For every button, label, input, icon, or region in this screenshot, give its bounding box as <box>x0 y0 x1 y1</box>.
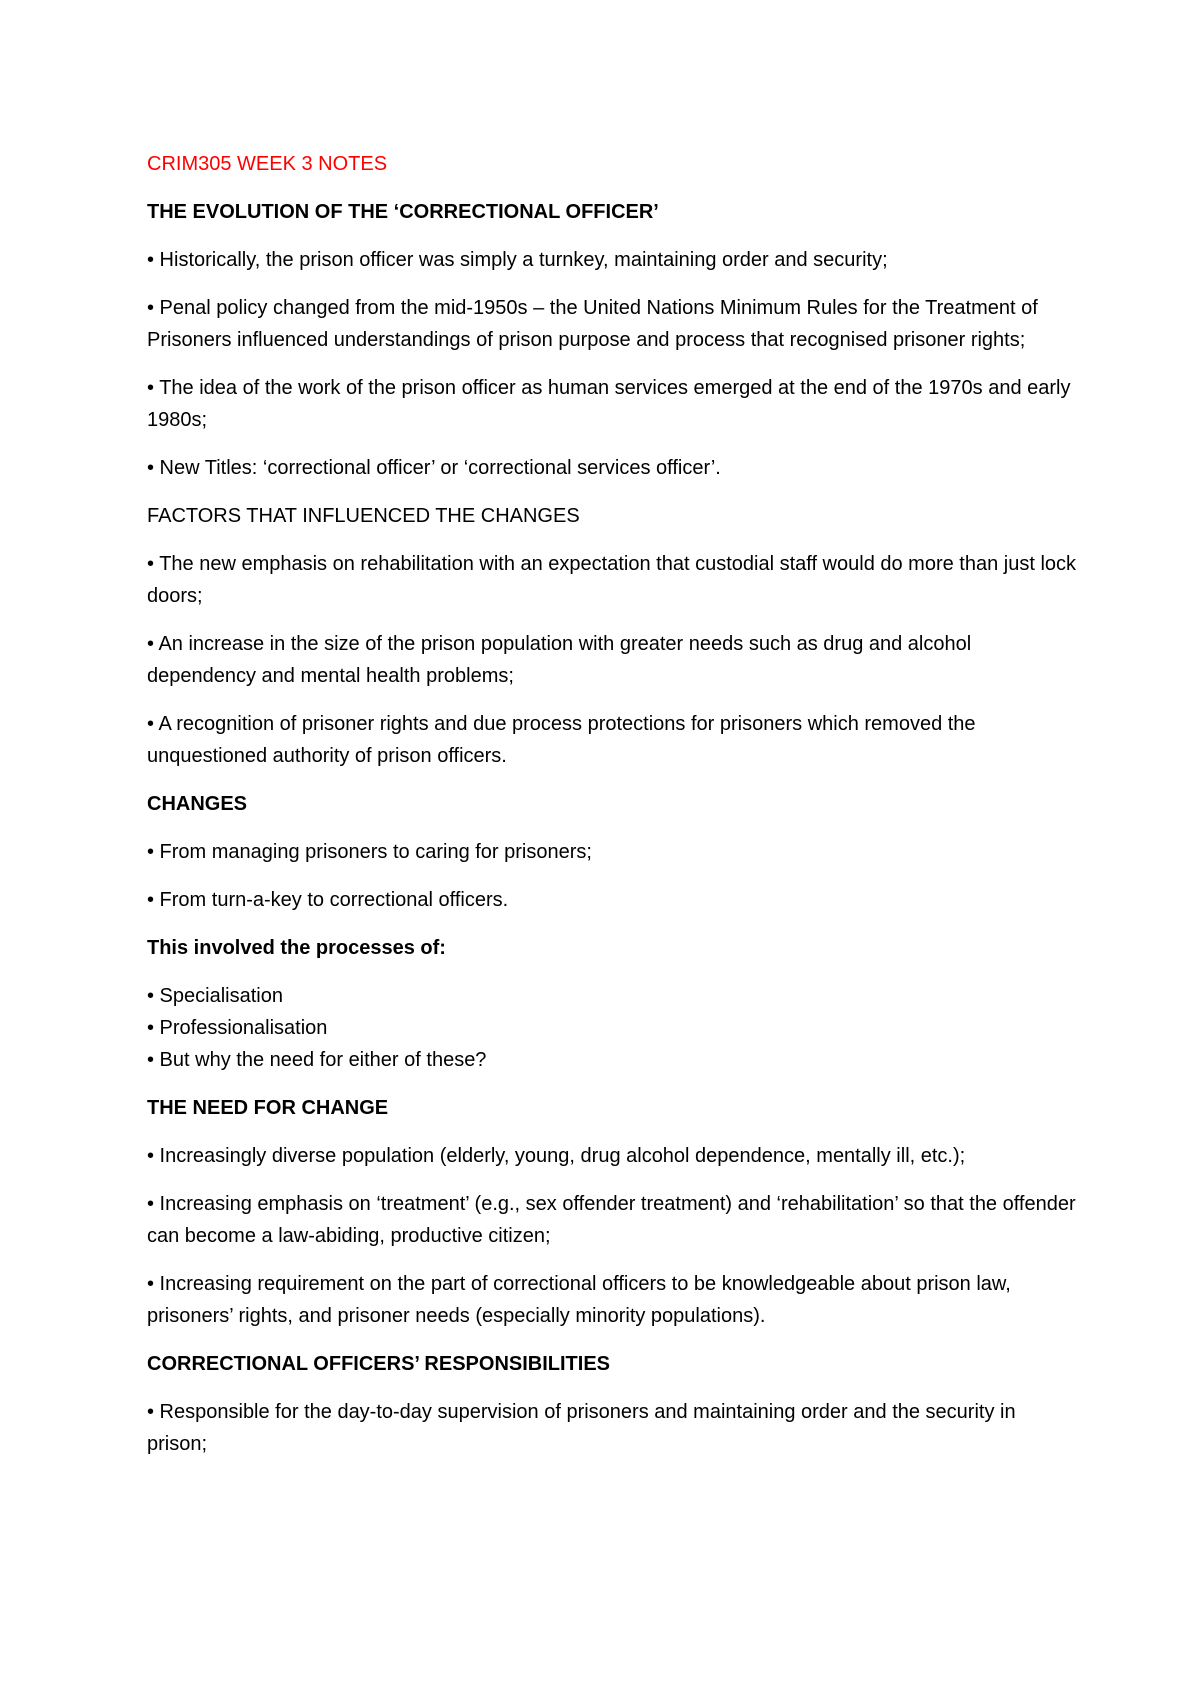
processes-item-2: • Professionalisation <box>147 1017 328 1039</box>
section-heading-factors: FACTORS THAT INFLUENCED THE CHANGES <box>147 505 580 527</box>
need-item-2: • Increasing emphasis on ‘treatment’ (e.g., sex offender treatment) and ‘rehabilitation’ so that the offender can become a law-abiding, productive citizen; <box>147 1193 1076 1247</box>
evolution-item-3: • The idea of the work of the prison officer as human services emerged at the end of the 1970s and early 1980s; <box>147 377 1071 431</box>
need-item-3: • Increasing requirement on the part of correctional officers to be knowledgeable about prison law, prisoners’ rights, and prisoner needs (especially minority populations). <box>147 1273 1011 1327</box>
processes-item-1: • Specialisation <box>147 985 283 1007</box>
factors-item-1: • The new emphasis on rehabilitation with an expectation that custodial staff would do more than just lock doors; <box>147 553 1077 607</box>
section-heading-changes: CHANGES <box>147 793 248 815</box>
document-title: CRIM305 WEEK 3 NOTES <box>147 153 388 175</box>
processes-intro: This involved the processes of: <box>147 937 446 959</box>
section-heading-need: THE NEED FOR CHANGE <box>147 1097 389 1119</box>
evolution-item-1: • Historically, the prison officer was simply a turnkey, maintaining order and security; <box>147 249 888 271</box>
document-page <box>147 148 1077 1476</box>
responsibilities-item-1: • Responsible for the day-to-day supervision of prisoners and maintaining order and the security in prison; <box>147 1401 1016 1455</box>
evolution-item-4: • New Titles: ‘correctional officer’ or ‘correctional services officer’. <box>147 457 721 479</box>
processes-list <box>147 980 1077 1076</box>
changes-item-2: • From turn-a-key to correctional officers. <box>147 889 509 911</box>
need-item-1: • Increasingly diverse population (elderly, young, drug alcohol dependence, mentally ill, etc.); <box>147 1145 966 1167</box>
factors-item-3: • A recognition of prisoner rights and due process protections for prisoners which removed the unquestioned authority of prison officers. <box>147 713 976 767</box>
processes-item-3: • But why the need for either of these? <box>147 1049 487 1071</box>
changes-item-1: • From managing prisoners to caring for prisoners; <box>147 841 592 863</box>
section-heading-responsibilities: CORRECTIONAL OFFICERS’ RESPONSIBILITIES <box>147 1353 611 1375</box>
factors-item-2: • An increase in the size of the prison population with greater needs such as drug and alcohol dependency and mental health problems; <box>147 633 972 687</box>
section-heading-evolution: THE EVOLUTION OF THE ‘CORRECTIONAL OFFICER’ <box>147 201 659 223</box>
evolution-item-2: • Penal policy changed from the mid-1950s – the United Nations Minimum Rules for the Treatment of Prisoners influenced understandings of prison purpose and process that recognised prisoner rights; <box>147 297 1038 351</box>
